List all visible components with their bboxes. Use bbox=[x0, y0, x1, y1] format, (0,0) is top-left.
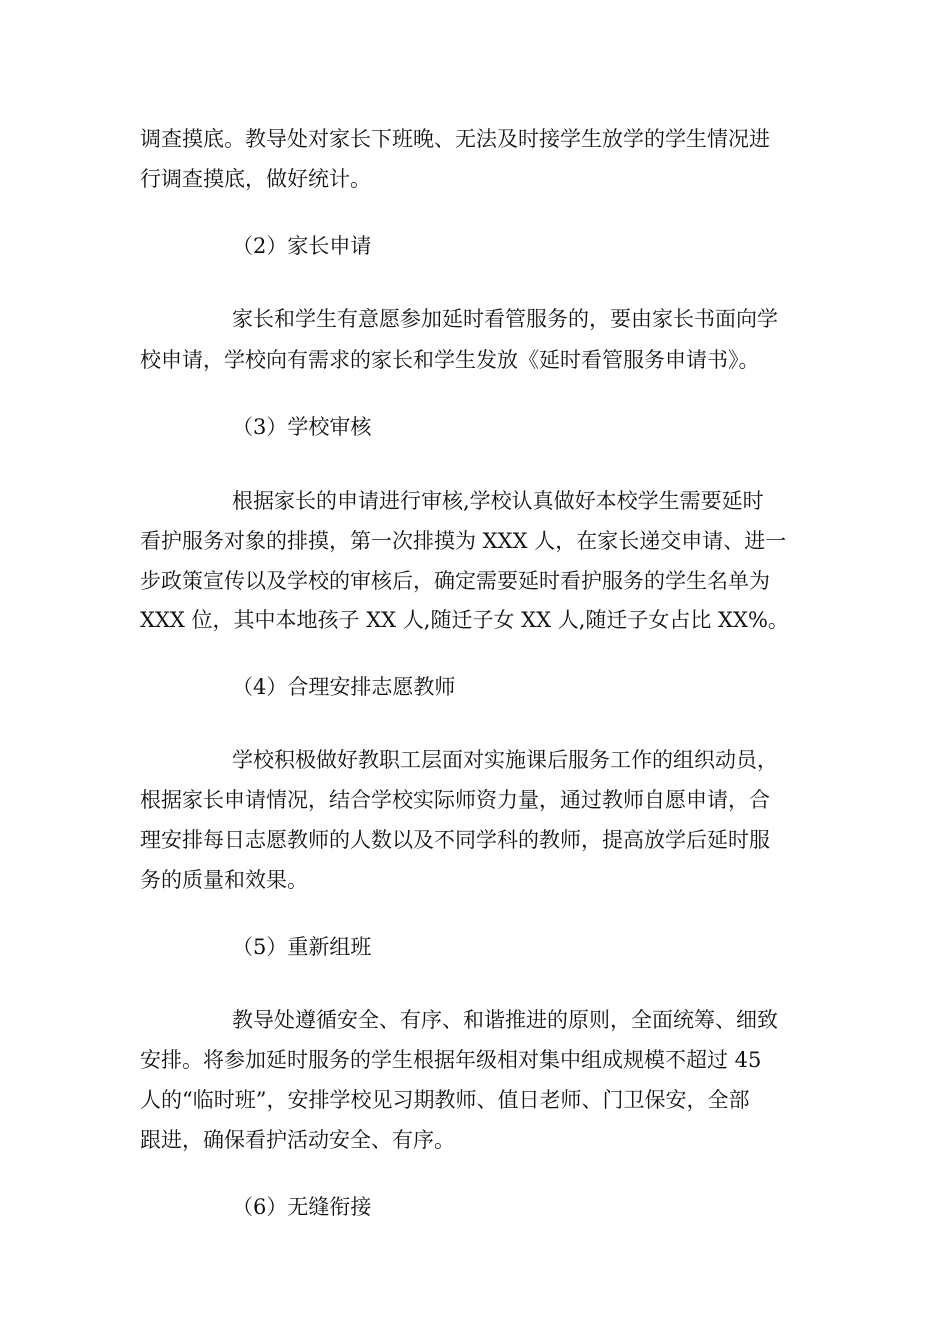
paragraph-line: 学校积极做好教职工层面对实施课后服务工作的组织动员， bbox=[232, 748, 778, 772]
section-heading: （5）重新组班 bbox=[232, 935, 372, 959]
paragraph-line: 校申请，学校向有需求的家长和学生发放《延时看管服务申请书》。 bbox=[140, 348, 760, 372]
paragraph-line: 根据家长的申请进行审核,学校认真做好本校学生需要延时 bbox=[232, 489, 764, 513]
paragraph-line: 务的质量和效果。 bbox=[140, 868, 308, 892]
paragraph-line: XXX 位，其中本地孩子 XX 人,随迁子女 XX 人,随迁子女占比 XX%。 bbox=[140, 608, 789, 632]
paragraph-line: 步政策宣传以及学校的审核后，确定需要延时看护服务的学生名单为 bbox=[140, 569, 770, 593]
paragraph-line: 跟进，确保看护活动安全、有序。 bbox=[140, 1128, 455, 1152]
section-heading: （6）无缝衔接 bbox=[232, 1195, 372, 1219]
paragraph-line: 看护服务对象的排摸，第一次排摸为 XXX 人，在家长递交申请、进一 bbox=[140, 529, 787, 553]
paragraph-line: 调查摸底。教导处对家长下班晚、无法及时接学生放学的学生情况进 bbox=[140, 127, 770, 151]
paragraph-line: 教导处遵循安全、有序、和谐推进的原则，全面统筹、细致 bbox=[232, 1008, 778, 1032]
paragraph-line: 人的“临时班”，安排学校见习期教师、值日老师、门卫保安，全部 bbox=[140, 1088, 750, 1112]
section-heading: （2）家长申请 bbox=[232, 234, 372, 258]
section-heading: （4）合理安排志愿教师 bbox=[232, 675, 456, 699]
paragraph-line: 家长和学生有意愿参加延时看管服务的，要由家长书面向学 bbox=[232, 307, 778, 331]
paragraph-line: 行调查摸底，做好统计。 bbox=[140, 167, 371, 191]
section-heading: （3）学校审核 bbox=[232, 415, 372, 439]
paragraph-line: 理安排每日志愿教师的人数以及不同学科的教师，提高放学后延时服 bbox=[140, 828, 770, 852]
paragraph-line: 根据家长申请情况，结合学校实际师资力量，通过教师自愿申请，合 bbox=[140, 788, 770, 812]
paragraph-line: 安排。将参加延时服务的学生根据年级相对集中组成规模不超过 45 bbox=[140, 1048, 762, 1072]
